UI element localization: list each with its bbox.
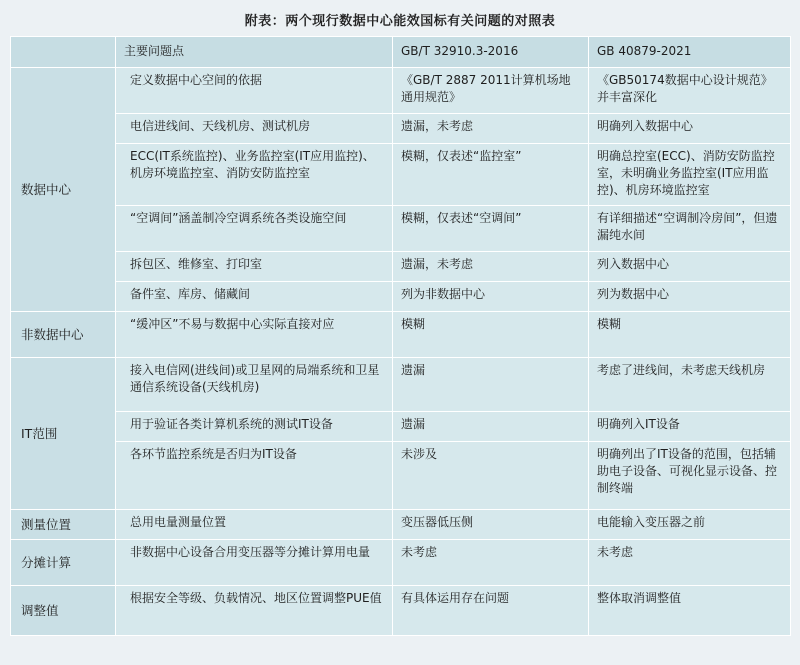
old-standard-cell: 模糊，仅表述“空调间” [393, 206, 589, 252]
new-standard-cell: 明确列入IT设备 [589, 412, 791, 442]
issue-cell: “空调间”涵盖制冷空调系统各类设施空间 [116, 206, 393, 252]
issue-cell: “缓冲区”不易与数据中心实际直接对应 [116, 312, 393, 358]
table-row [11, 442, 791, 510]
category-cell: 数据中心 [11, 68, 116, 312]
new-standard-cell: 考虑了进线间，未考虑天线机房 [589, 358, 791, 412]
new-standard-cell: 明确总控室(ECC)、消防安防监控室，未明确业务监控室(IT应用监控)、机房环境监控室 [589, 144, 791, 206]
old-standard-cell: 遗漏 [393, 358, 589, 412]
header-cell-old-standard: GB/T 32910.3-2016 [393, 37, 589, 68]
old-standard-cell: 模糊 [393, 312, 589, 358]
table-row [11, 206, 791, 252]
comparison-table [10, 36, 791, 636]
table-row [11, 282, 791, 312]
new-standard-cell: 明确列入数据中心 [589, 114, 791, 144]
category-cell: 非数据中心 [11, 312, 116, 358]
table-row [11, 252, 791, 282]
category-cell: IT范围 [11, 358, 116, 510]
new-standard-cell: 未考虑 [589, 540, 791, 586]
issue-cell: 接入电信网(进线间)或卫星网的局端系统和卫星通信系统设备(天线机房) [116, 358, 393, 412]
new-standard-cell: 列为数据中心 [589, 282, 791, 312]
new-standard-cell: 《GB50174数据中心设计规范》并丰富深化 [589, 68, 791, 114]
table-row [11, 510, 791, 540]
old-standard-cell: 遗漏 [393, 412, 589, 442]
new-standard-cell: 明确列出了IT设备的范围，包括辅助电子设备、可视化显示设备、控制终端 [589, 442, 791, 510]
table-row [11, 412, 791, 442]
old-standard-cell: 未涉及 [393, 442, 589, 510]
new-standard-cell: 模糊 [589, 312, 791, 358]
old-standard-cell: 模糊，仅表述“监控室” [393, 144, 589, 206]
new-standard-cell: 列入数据中心 [589, 252, 791, 282]
table-row [11, 68, 791, 114]
category-cell: 测量位置 [11, 510, 116, 540]
table-row [11, 312, 791, 358]
old-standard-cell: 遗漏，未考虑 [393, 114, 589, 144]
old-standard-cell: 有具体运用存在问题 [393, 586, 589, 636]
new-standard-cell: 有详细描述“空调制冷房间”，但遗漏纯水间 [589, 206, 791, 252]
issue-cell: 备件室、库房、储藏间 [116, 282, 393, 312]
table-row [11, 114, 791, 144]
table-body [11, 68, 791, 636]
old-standard-cell: 《GB/T 2887 2011计算机场地通用规范》 [393, 68, 589, 114]
old-standard-cell: 未考虑 [393, 540, 589, 586]
new-standard-cell: 整体取消调整值 [589, 586, 791, 636]
new-standard-cell: 电能输入变压器之前 [589, 510, 791, 540]
issue-cell: ECC(IT系统监控)、业务监控室(IT应用监控)、机房环境监控室、消防安防监控室 [116, 144, 393, 206]
table-row [11, 586, 791, 636]
old-standard-cell: 变压器低压侧 [393, 510, 589, 540]
issue-cell: 拆包区、维修室、打印室 [116, 252, 393, 282]
table-title: 附表：两个现行数据中心能效国标有关问题的对照表 [244, 14, 556, 29]
table-row [11, 144, 791, 206]
issue-cell: 各环节监控系统是否归为IT设备 [116, 442, 393, 510]
issue-cell: 电信进线间、天线机房、测试机房 [116, 114, 393, 144]
header-cell-category [11, 37, 116, 68]
issue-cell: 非数据中心设备合用变压器等分摊计算用电量 [116, 540, 393, 586]
header-row [11, 37, 791, 68]
old-standard-cell: 列为非数据中心 [393, 282, 589, 312]
header-cell-new-standard: GB 40879-2021 [589, 37, 791, 68]
issue-cell: 定义数据中心空间的依据 [116, 68, 393, 114]
table-row [11, 358, 791, 412]
issue-cell: 用于验证各类计算机系统的测试IT设备 [116, 412, 393, 442]
category-cell: 调整值 [11, 586, 116, 636]
old-standard-cell: 遗漏，未考虑 [393, 252, 589, 282]
category-cell: 分摊计算 [11, 540, 116, 586]
issue-cell: 总用电量测量位置 [116, 510, 393, 540]
table-row [11, 540, 791, 586]
header-cell-issue: 主要问题点 [116, 37, 393, 68]
issue-cell: 根据安全等级、负载情况、地区位置调整PUE值 [116, 586, 393, 636]
